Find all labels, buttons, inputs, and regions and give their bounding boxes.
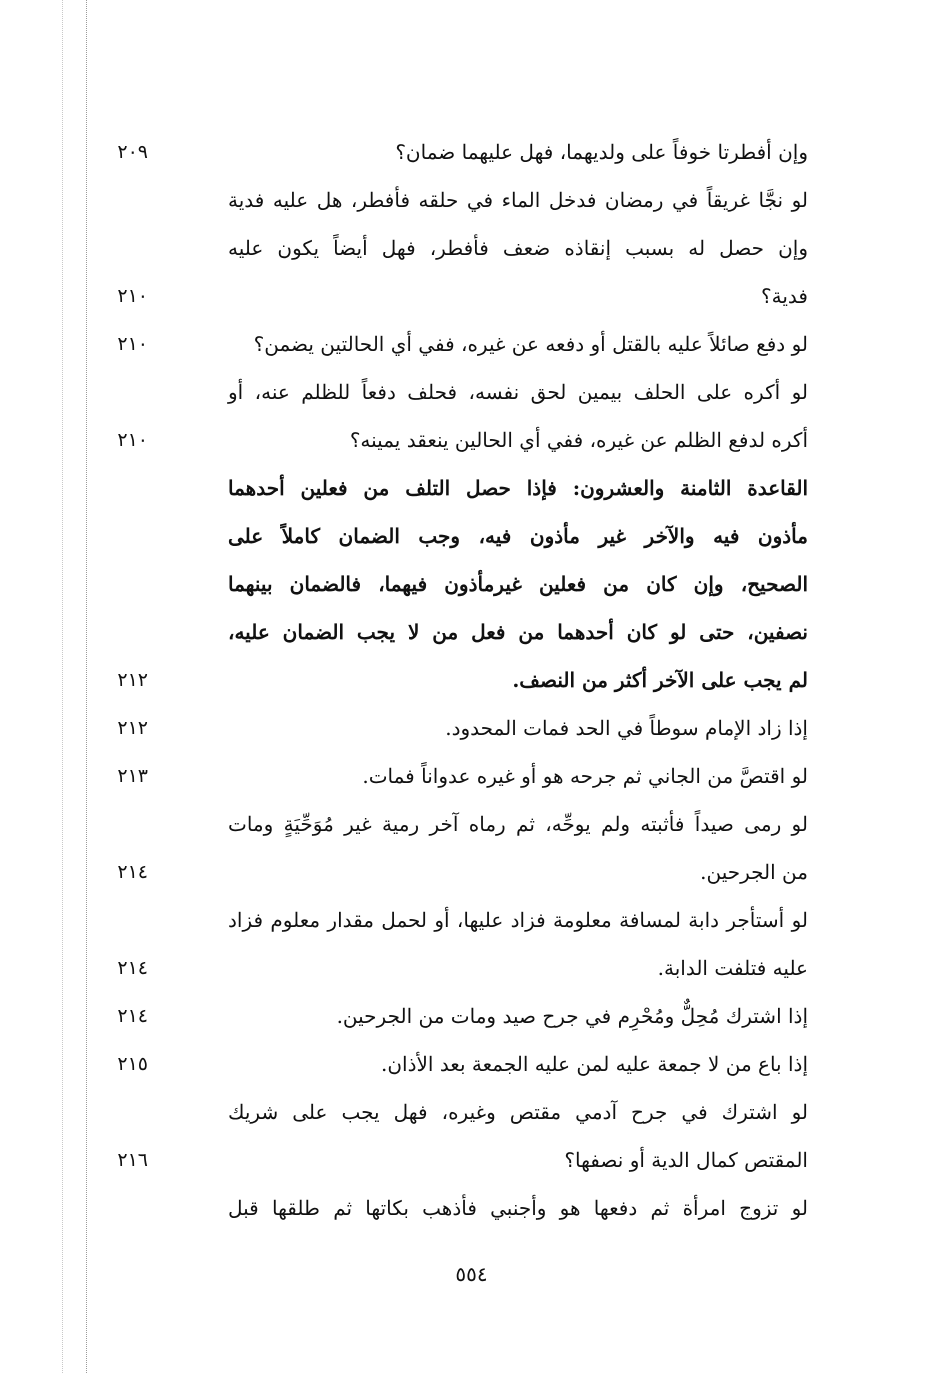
index-row — [0, 608, 943, 656]
index-row — [0, 800, 943, 848]
index-entry-text: لو رمى صيداً فأثبته ولم يوحِّه، ثم رماه آخر رمية غير مُوَحِّيَةٍ ومات — [228, 812, 808, 836]
index-entry-text: المقتص كمال الدية أو نصفها؟ — [564, 1148, 808, 1172]
index-row — [0, 416, 943, 464]
index-row — [0, 368, 943, 416]
page-folio-number: ٥٥٤ — [455, 1262, 488, 1286]
index-page-number: ٢١٦ — [117, 1149, 148, 1171]
index-row — [0, 224, 943, 272]
index-row — [0, 1136, 943, 1184]
index-entry-text: وإن حصل له بسبب إنقاذه ضعف فأفطر، فهل أيضاً يكون عليه — [228, 236, 808, 260]
index-page-number — [98, 800, 148, 848]
index-entry-text: فدية؟ — [761, 284, 808, 308]
index-page-number: ٢١٣ — [117, 765, 148, 787]
index-page-number: ٢١٤ — [117, 1005, 148, 1027]
rule-heading-text: لم يجب على الآخر أكثر من النصف. — [512, 668, 808, 692]
index-row — [0, 176, 943, 224]
index-row — [0, 1088, 943, 1136]
index-entry-text: وإن أفطرتا خوفاً على ولديهما، فهل عليهما ضمان؟ — [395, 140, 808, 164]
index-page-number: ٢١٠ — [117, 285, 148, 307]
index-page-number — [98, 464, 148, 512]
index-entry-text: لو أستأجر دابة لمسافة معلومة فزاد عليها، أو لحمل مقدار معلوم فزاد — [228, 908, 808, 932]
index-row — [0, 752, 943, 800]
index-entry-text: لو دفع صائلاً عليه بالقتل أو دفعه عن غيره، ففي أي الحالتين يضمن؟ — [253, 332, 808, 356]
index-page-number — [98, 608, 148, 656]
index-row — [0, 992, 943, 1040]
index-row — [0, 560, 943, 608]
index-page-number — [98, 368, 148, 416]
index-page-number: ٢١٢ — [117, 669, 148, 691]
index-page-number — [98, 224, 148, 272]
index-entry-text: لو تزوج امرأة ثم دفعها هو وأجنبي فأذهب بكاتها ثم طلقها قبل — [228, 1196, 808, 1220]
index-page-number — [98, 1088, 148, 1136]
index-page — [0, 128, 943, 1232]
index-entry-text: لو أكره على الحلف بيمين لحق نفسه، فحلف دفعاً للظلم عنه، أو — [228, 380, 808, 404]
rule-heading-text: الصحيح، وإن كان من فعلين غيرمأذون فيهما، فالضمان بينهما — [228, 572, 808, 596]
index-page-number — [98, 1184, 148, 1232]
index-page-number: ٢١٤ — [117, 957, 148, 979]
index-page-number — [98, 560, 148, 608]
index-entry-text: إذا باع من لا جمعة عليه لمن عليه الجمعة بعد الأذان. — [380, 1052, 808, 1076]
index-page-number — [98, 896, 148, 944]
index-page-number: ٢١٤ — [117, 861, 148, 883]
index-page-number: ٢١٠ — [117, 429, 148, 451]
index-entry-text: أكره لدفع الظلم عن غيره، ففي أي الحالين ينعقد يمينه؟ — [349, 428, 808, 452]
index-page-number: ٢١٢ — [117, 717, 148, 739]
index-entry-text: إذا اشترك مُحِلٌّ ومُحْرِم في جرح صيد ومات من الجرحين. — [336, 1004, 808, 1028]
rule-heading-text: مأذون فيه والآخر غير مأذون فيه، وجب الضمان كاملاً على — [228, 524, 808, 548]
rule-heading-text: نصفين، حتى لو كان أحدهما من فعل من لا يجب الضمان عليه، — [228, 620, 808, 644]
index-row — [0, 464, 943, 512]
index-row — [0, 656, 943, 704]
index-row — [0, 848, 943, 896]
index-row — [0, 320, 943, 368]
index-entry-text: لو اقتصَّ من الجاني ثم جرحه هو أو غيره عدواناً فمات. — [362, 764, 808, 788]
index-page-number: ٢٠٩ — [117, 141, 148, 163]
index-entry-text: لو اشترك في جرح آدمي مقتص وغيره، فهل يجب على شريك — [228, 1100, 808, 1124]
index-page-number: ٢١٠ — [117, 333, 148, 355]
index-page-number: ٢١٥ — [117, 1053, 148, 1075]
index-page-number — [98, 176, 148, 224]
index-row — [0, 272, 943, 320]
index-page-number — [98, 512, 148, 560]
index-row — [0, 704, 943, 752]
index-row — [0, 1184, 943, 1232]
index-row — [0, 512, 943, 560]
index-entry-text: إذا زاد الإمام سوطاً في الحد فمات المحدود. — [445, 716, 808, 740]
index-entry-text: من الجرحين. — [700, 860, 808, 884]
index-row — [0, 1040, 943, 1088]
index-row — [0, 128, 943, 176]
rule-heading-text: القاعدة الثامنة والعشرون: فإذا حصل التلف من فعلين أحدهما — [228, 476, 808, 500]
index-row — [0, 896, 943, 944]
index-row — [0, 944, 943, 992]
index-entry-text: عليه فتلفت الدابة. — [657, 956, 808, 980]
index-entry-text: لو نجَّا غريقاً في رمضان فدخل الماء في حلقه فأفطر، هل عليه فدية — [228, 188, 808, 212]
